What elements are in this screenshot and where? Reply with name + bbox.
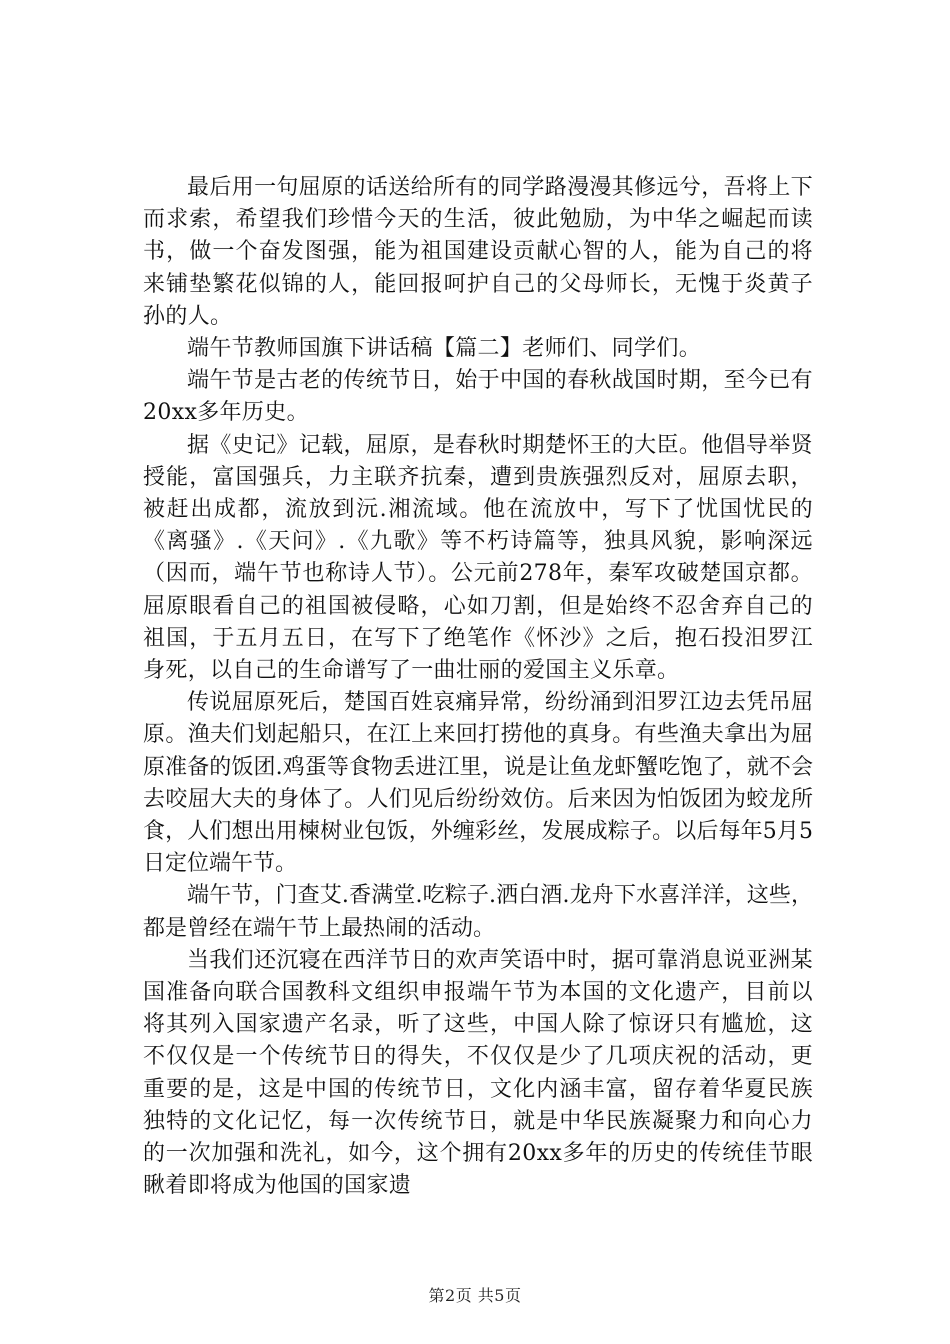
paragraph-festival-origin: 端午节是古老的传统节日，始于中国的春秋战国时期，至今已有20xx多年历史。 [143, 368, 813, 426]
paragraph-section-heading: 端午节教师国旗下讲话稿【篇二】老师们、同学们。 [187, 336, 702, 362]
paragraph-heritage: 当我们还沉寝在西洋节日的欢声笑语中时，据可靠消息说亚洲某国准备向联合国教科文组织申报端午节为本国的文化遗产，目前以将其列入国家遗产名录，听了这些，中国人除了惊讶只有尴尬，这不仅仅是一个传统节日的得失，不仅仅是少了几项庆祝的活动，更重要的是，这是中国的传统节日，文化内涵丰富，留存着华夏民族独特的文化记忆，每一次传统节日，就是中华民族凝聚力和向心力的一次加强和洗礼，如今，这个拥有20xx多年的历史的传统佳节眼瞅着即将成为他国的国家遗 [143, 947, 813, 1199]
paragraph-closing-quote: 最后用一句屈原的话送给所有的同学路漫漫其修远兮，吾将上下而求索，希望我们珍惜今天的生活，彼此勉励，为中华之崛起而读书，做一个奋发图强，能为祖国建设贡献心智的人，能为自己的将来铺垫繁花似锦的人，能回报呵护自己的父母师长，无愧于炎黄子孙的人。 [143, 175, 813, 329]
paragraph-customs: 端午节，门查艾.香满堂.吃粽子.洒白酒.龙舟下水喜洋洋，这些，都是曾经在端午节上最热闹的活动。 [143, 883, 813, 941]
document-body [143, 172, 813, 1203]
page-number-footer: 第2页 共5页 [428, 1286, 522, 1305]
paragraph-qu-yuan-history: 据《史记》记载，屈原，是春秋时期楚怀王的大臣。他倡导举贤授能，富国强兵，力主联齐抗秦，遭到贵族强烈反对，屈原去职，被赶出成都，流放到沅.湘流域。他在流放中，写下了忧国忧民的《离骚》.《天问》.《九歌》等不朽诗篇等，独具风貌，影响深远（因而，端午节也称诗人节）。公元前278年，秦军攻破楚国京都。屈原眼看自己的祖国被侵略，心如刀割，但是始终不忍舍弃自己的祖国，于五月五日，在写下了绝笔作《怀沙》之后，抱石投汨罗江身死，以自己的生命谱写了一曲壮丽的爱国主义乐章。 [143, 432, 813, 684]
paragraph-legend: 传说屈原死后，楚国百姓哀痛异常，纷纷涌到汨罗江边去凭吊屈原。渔夫们划起船只，在江上来回打捞他的真身。有些渔夫拿出为屈原准备的饭团.鸡蛋等食物丢进江里，说是让鱼龙虾蟹吃饱了，就不会去咬屈大夫的身体了。人们见后纷纷效仿。后来因为怕饭团为蛟龙所食，人们想出用楝树业包饭，外缠彩丝，发展成粽子。以后每年5月5日定位端午节。 [143, 690, 813, 877]
